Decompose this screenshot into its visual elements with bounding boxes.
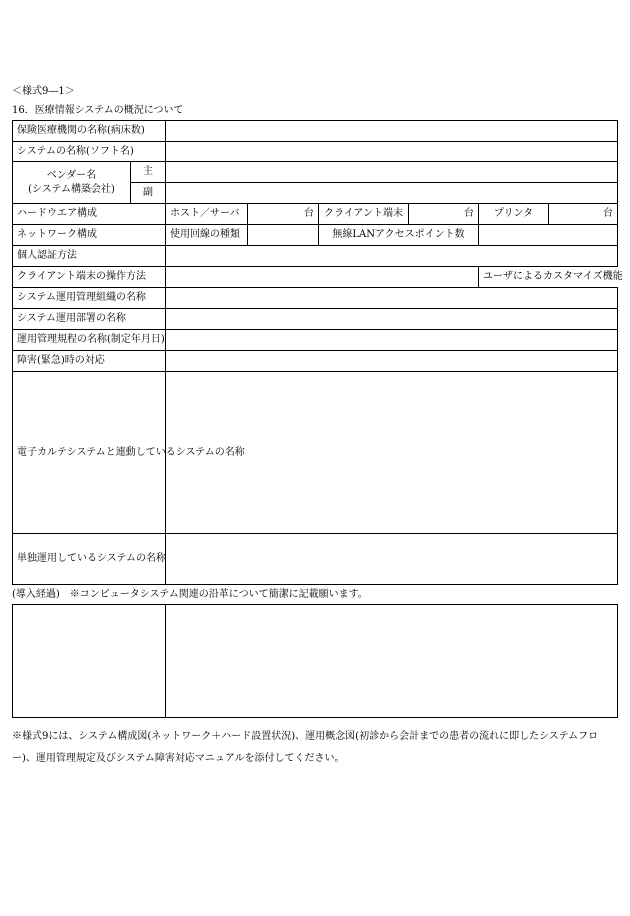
line-type-field[interactable] [248, 225, 319, 246]
standalone-systems-field[interactable] [166, 534, 618, 585]
ops-org-field[interactable] [166, 288, 618, 309]
incident-label: 障害(緊急)時の対応 [13, 351, 166, 372]
standalone-systems-label: 単独運用しているシステムの名称 [13, 534, 166, 585]
authentication-label: 個人認証方法 [13, 246, 166, 267]
history-date-field[interactable] [13, 605, 166, 718]
footnote: ※様式9には、システム構成図(ネットワーク＋ハード設置状況)、運用概念図(初診から会計までの患者の流れに即したシステムフロー)、運用管理規定及びシステム障害対応マニュアルを添付してください。 [12, 731, 599, 764]
vendor-secondary-label: 副 [131, 183, 166, 204]
authentication-field[interactable] [166, 246, 618, 267]
history-label: (導入経過) ※コンピュータシステム関連の沿革について簡潔に記載願います。 [12, 589, 368, 600]
system-name-field[interactable] [166, 142, 618, 162]
client-operation-field[interactable] [166, 267, 479, 288]
institution-name-field[interactable] [166, 121, 618, 142]
form-code: ＜様式9―1＞ [12, 86, 75, 97]
institution-name-label: 保険医療機関の名称(病床数) [13, 121, 166, 142]
vendor-primary-label: 主 [131, 162, 166, 183]
section-title: 16．医療情報システムの概況について [12, 105, 184, 116]
client-terminal-label: クライアント端末 [319, 204, 409, 225]
printer-count[interactable]: 台 [549, 204, 618, 225]
vendor-label-line2: (システム構築会社) [28, 183, 115, 195]
host-server-count[interactable]: 台 [248, 204, 319, 225]
wireless-ap-field[interactable] [479, 225, 618, 246]
history-detail-field[interactable] [166, 605, 618, 718]
ops-rules-field[interactable] [166, 330, 618, 351]
linked-systems-label: 電子カルテシステムと連動しているシステムの名称 [13, 372, 166, 534]
overview-table [12, 120, 623, 585]
user-customize-label: ユーザによるカスタマイズ機能 [479, 267, 618, 288]
history-table [12, 604, 618, 718]
wireless-ap-label: 無線LANアクセスポイント数 [319, 225, 479, 246]
vendor-label [13, 162, 131, 204]
line-type-label: 使用回線の種類 [166, 225, 248, 246]
ops-dept-label: システム運用部署の名称 [13, 309, 166, 330]
system-name-label: システムの名称(ソフト名) [13, 142, 166, 162]
hardware-label: ハードウエア構成 [13, 204, 166, 225]
client-terminal-count[interactable]: 台 [409, 204, 479, 225]
ops-rules-label: 運用管理規程の名称(制定年月日) [13, 330, 166, 351]
vendor-label-line1: ベンダー名 [46, 170, 97, 181]
incident-field[interactable] [166, 351, 618, 372]
client-operation-label: クライアント端末の操作方法 [13, 267, 166, 288]
vendor-secondary-field[interactable] [166, 183, 618, 204]
vendor-primary-field[interactable] [166, 162, 618, 183]
network-label: ネットワーク構成 [13, 225, 166, 246]
printer-label: プリンタ [479, 204, 549, 225]
ops-org-label: システム運用管理組織の名称 [13, 288, 166, 309]
host-server-label: ホスト／サーバ [166, 204, 248, 225]
ops-dept-field[interactable] [166, 309, 618, 330]
